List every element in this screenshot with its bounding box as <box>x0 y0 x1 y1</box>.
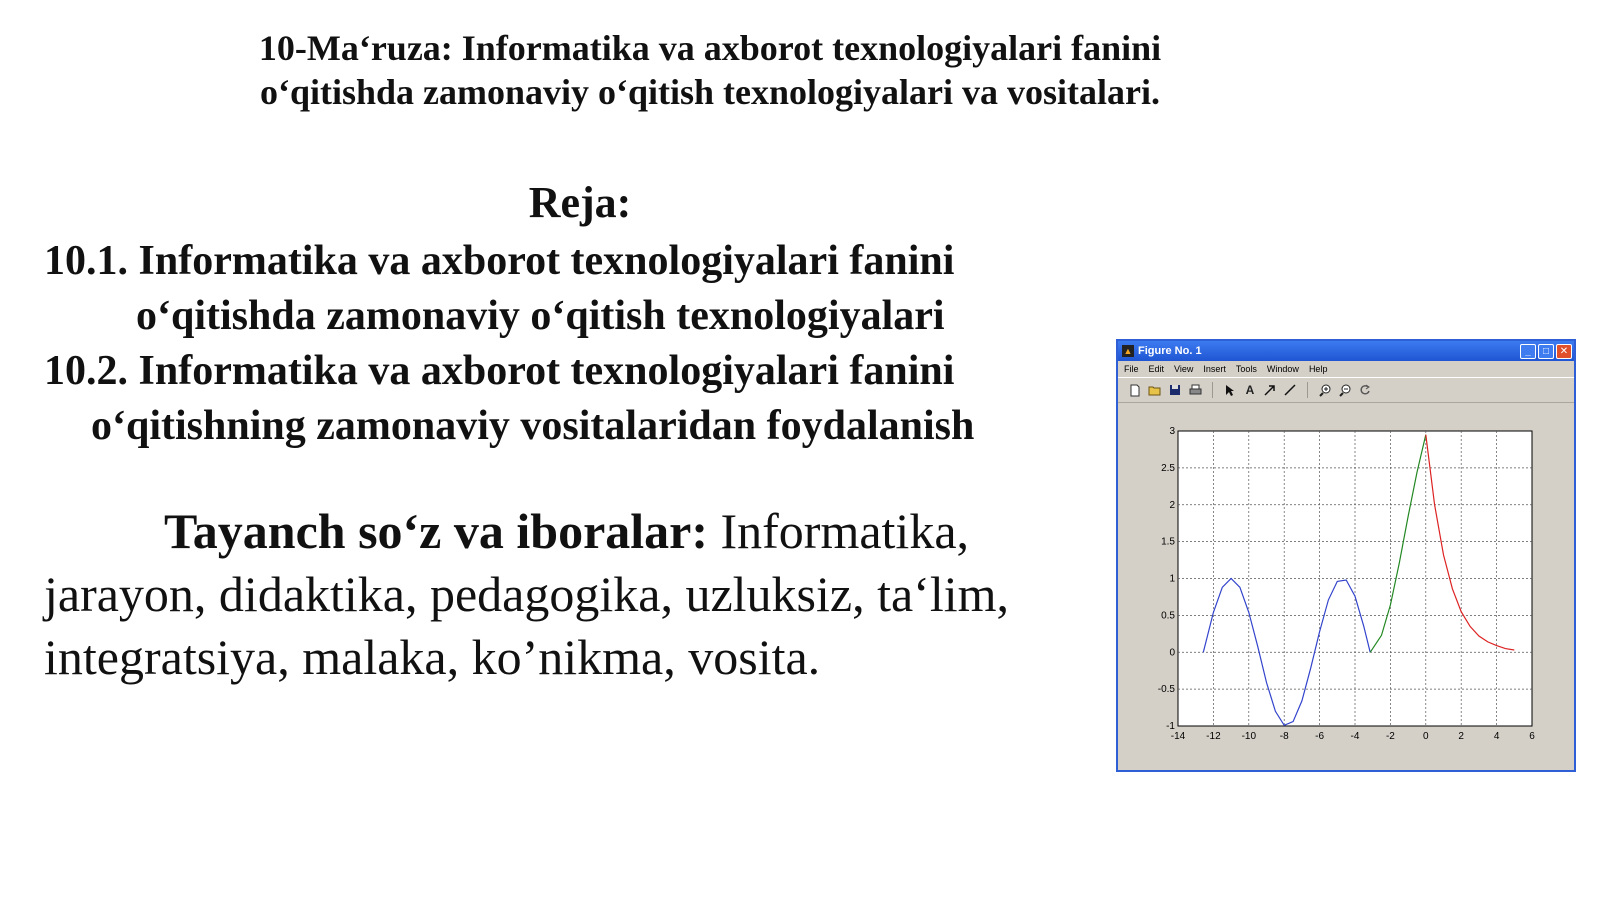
x-tick-label: 0 <box>1423 731 1429 742</box>
zoom-in-icon[interactable] <box>1318 383 1332 397</box>
keywords-heading: Tayanch so‘z va iboralar: <box>164 503 708 559</box>
x-tick-label: -14 <box>1170 731 1186 742</box>
menu-view[interactable]: View <box>1174 364 1194 374</box>
plan-heading: Reja: <box>528 178 632 227</box>
menu-tools[interactable]: Tools <box>1235 364 1257 374</box>
keywords-text-line2: jarayon, didaktika, pedagogika, uzluksiz, ta‘lim, <box>44 566 1009 622</box>
toolbar-separator <box>1212 382 1213 398</box>
y-tick-label: 1.5 <box>1161 536 1175 548</box>
menu-help[interactable]: Help <box>1308 364 1328 374</box>
zoom-out-icon[interactable] <box>1338 383 1352 397</box>
x-tick-label: -2 <box>1385 731 1395 742</box>
plan-item-2-line2: o‘qitishning zamonaviy vositalaridan foydalanish <box>91 403 975 449</box>
print-icon[interactable] <box>1188 383 1202 397</box>
plan-item-1-line2: o‘qitishda zamonaviy o‘qitish texnologiyalari <box>136 293 945 339</box>
x-tick-label: 2 <box>1458 731 1464 742</box>
y-tick-label: 2.5 <box>1161 462 1175 474</box>
save-icon[interactable] <box>1168 383 1182 397</box>
y-tick-label: 3 <box>1169 426 1175 437</box>
plan-item-1-line1: 10.1. Informatika va axborot texnologiyalari fanini <box>44 238 955 284</box>
plan-list <box>44 234 1104 454</box>
plot-area <box>1118 403 1574 768</box>
y-tick-label: 2 <box>1169 499 1175 511</box>
plan-item-2-line1: 10.2. Informatika va axborot texnologiyalari fanini <box>44 348 955 394</box>
keywords-block <box>44 500 1104 689</box>
lecture-title <box>0 26 1420 114</box>
close-icon[interactable]: ✕ <box>1556 344 1572 359</box>
rotate-icon[interactable] <box>1358 383 1372 397</box>
keywords-text-line3: integratsiya, malaka, ko’nikma, vosita. <box>44 629 821 685</box>
y-tick-label: 1 <box>1169 573 1175 585</box>
text-insert-icon[interactable]: A <box>1245 383 1255 397</box>
matlab-app-icon: ▲ <box>1123 346 1133 356</box>
figure-menubar <box>1118 361 1574 378</box>
y-tick-label: -0.5 <box>1157 684 1175 696</box>
line-draw-icon[interactable] <box>1283 383 1297 397</box>
menu-window[interactable]: Window <box>1266 364 1299 374</box>
lecture-title-line2: o‘qitishda zamonaviy o‘qitish texnologiyalari va vositalari. <box>259 72 1161 112</box>
lecture-title-line1: 10-Ma‘ruza: Informatika va axborot texnologiyalari fanini <box>258 28 1162 68</box>
x-tick-label: 6 <box>1529 731 1535 742</box>
x-tick-label: 4 <box>1493 731 1500 742</box>
figure-titlebar[interactable] <box>1118 341 1574 361</box>
x-tick-label: -6 <box>1315 731 1325 742</box>
figure-window <box>1116 339 1576 772</box>
x-tick-label: -10 <box>1241 731 1257 742</box>
x-tick-label: -12 <box>1206 731 1221 742</box>
y-tick-label: 0.5 <box>1161 610 1175 622</box>
pointer-arrow-icon[interactable] <box>1223 383 1237 397</box>
minimize-icon[interactable]: _ <box>1520 344 1536 359</box>
maximize-icon[interactable]: □ <box>1538 344 1554 359</box>
y-tick-label: 0 <box>1169 647 1175 659</box>
x-tick-label: -4 <box>1350 731 1360 742</box>
menu-file[interactable]: File <box>1124 364 1139 374</box>
new-file-icon[interactable] <box>1128 383 1142 397</box>
window-controls <box>1520 344 1574 359</box>
keywords-text-line1: Informatika, <box>708 503 970 559</box>
menu-insert[interactable]: Insert <box>1203 364 1226 374</box>
arrow-draw-icon[interactable] <box>1263 383 1277 397</box>
y-tick-label: -1 <box>1166 721 1175 732</box>
toolbar-separator <box>1307 382 1308 398</box>
open-folder-icon[interactable] <box>1148 383 1162 397</box>
x-tick-label: -8 <box>1279 731 1289 742</box>
menu-edit[interactable]: Edit <box>1148 364 1165 374</box>
figure-toolbar <box>1118 378 1574 403</box>
figure-title: Figure No. 1 <box>1138 345 1202 357</box>
